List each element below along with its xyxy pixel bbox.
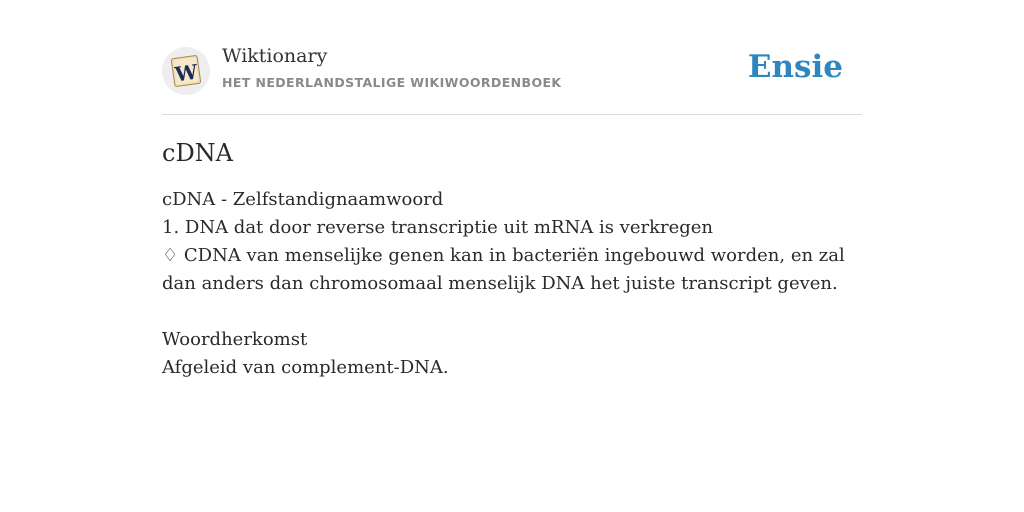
site-subtitle: HET NEDERLANDSTALIGE WIKIWOORDENBOEK	[222, 75, 562, 90]
site-title[interactable]: Wiktionary	[222, 45, 328, 67]
site-header	[162, 44, 862, 115]
definition-line: 1. DNA dat door reverse transcriptie uit mRNA is verkregen	[162, 217, 714, 238]
part-of-speech-line: cDNA - Zelfstandignaamwoord	[162, 189, 444, 210]
page-title: cDNA	[162, 139, 234, 167]
etymology-text: Afgeleid van complement-DNA.	[162, 357, 449, 378]
entry-content	[162, 136, 862, 382]
svg-text:W: W	[173, 59, 200, 87]
brand-logo[interactable]: Ensie	[747, 49, 843, 85]
example-line: ♢ CDNA van menselijke genen kan in bacteriën ingebouwd worden, en zal dan anders dan chromosomaal menselijk DNA het juiste transcript geven.	[162, 245, 845, 294]
spacer	[162, 298, 862, 326]
etymology-heading: Woordherkomst	[162, 329, 308, 350]
wiktionary-logo-icon[interactable]	[162, 47, 210, 95]
